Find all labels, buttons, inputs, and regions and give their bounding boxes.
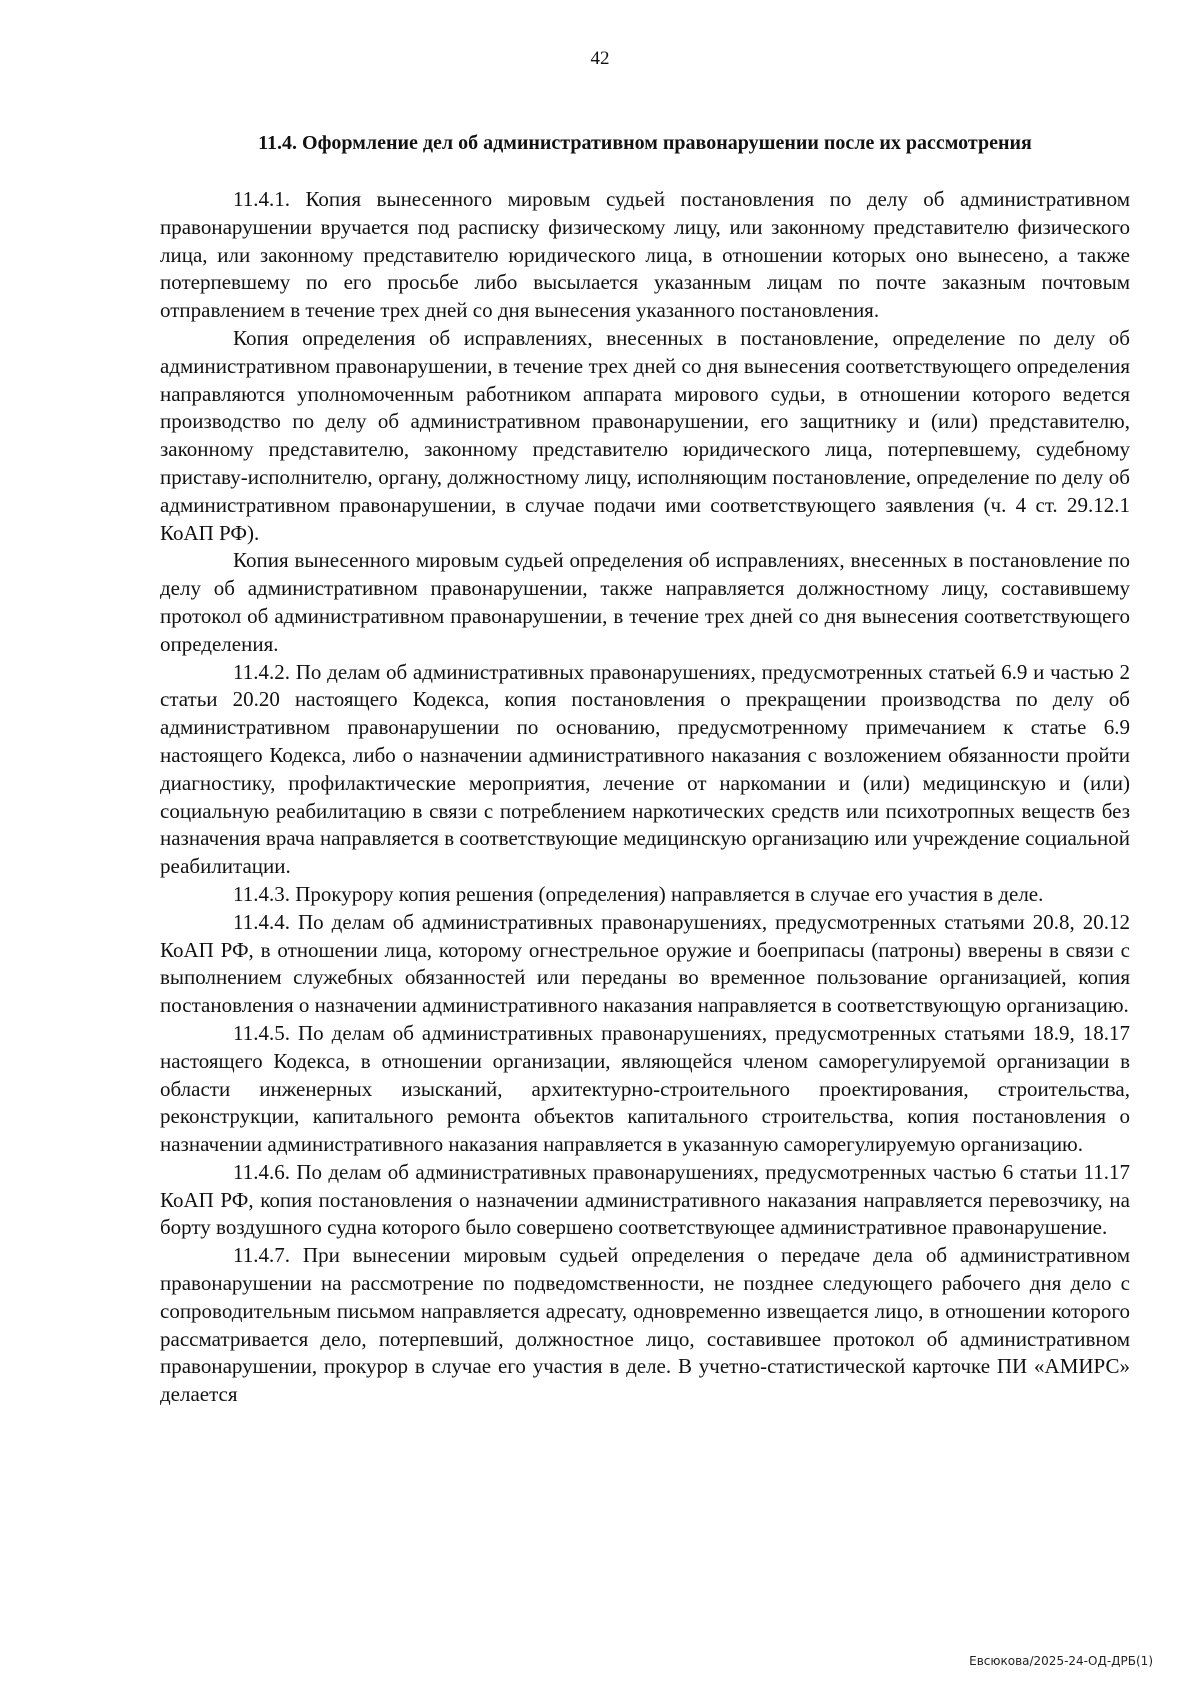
document-body — [160, 186, 1130, 1409]
paragraph-11-4-1: 11.4.1. Копия вынесенного мировым судьей постановления по делу об административном правонарушении вручается под расписку физическому лицу, или законному представителю физического лица, или законному представителю юридического лица, в отношении которых оно вынесено, а также потерпевшему по его просьбе либо высылается указанным лицам по почте заказным почтовым отправлением в течение трех дней со дня вынесения указанного постановления. — [160, 187, 1130, 323]
paragraph-11-4-4: 11.4.4. По делам об административных правонарушениях, предусмотренных статьями 20.8, 20.12 КоАП РФ, в отношении лица, которому огнестрельное оружие и боеприпасы (патроны) вверены в связи с выполнением служебных обязанностей или переданы во временное пользование организацией, копия постановления о назначении административного наказания направляется в соответствующую организацию. — [160, 909, 1130, 1018]
page-number: 42 — [590, 48, 610, 69]
paragraph-correction-copy: Копия определения об исправлениях, внесенных в постановление, определение по делу об административном правонарушении, в течение трех дней со дня вынесения соответствующего определения направляются уполномоченным работником аппарата мирового судьи, в отношении которого ведется производство по делу об административном правонарушении, его защитнику и (или) представителю, законному представителю, законному представителю юридического лица, потерпевшему, судебному приставу-исполнителю, органу, должностному лицу, исполняющим постановление, определение по делу об административном правонарушении, в случае подачи ими соответствующего заявления (ч. 4 ст. 29.12.1 КоАП РФ). — [160, 325, 1130, 545]
paragraph-11-4-2: 11.4.2. По делам об административных правонарушениях, предусмотренных статьей 6.9 и частью 2 статьи 20.20 настоящего Кодекса, копия постановления о прекращении производства по делу об административном правонарушении по основанию, предусмотренному примечанием к статье 6.9 настоящего Кодекса, либо о назначении административного наказания с возложением обязанности пройти диагностику, профилактические мероприятия, лечение от наркомании и (или) медицинскую и (или) социальную реабилитацию в связи с потреблением наркотических средств или психотропных веществ без назначения врача направляется в соответствующие медицинскую организацию или учреждение социальной реабилитации. — [160, 659, 1130, 879]
paragraph-11-4-3: 11.4.3. Прокурору копия решения (определения) направляется в случае его участия в деле. — [233, 881, 1044, 906]
paragraph-11-4-5: 11.4.5. По делам об административных правонарушениях, предусмотренных статьями 18.9, 18.17 настоящего Кодекса, в отношении организации, являющейся членом саморегулируемой организации в области инженерных изысканий, архитектурно-строительного проектирования, строительства, реконструкции, капитального ремонта объектов капитального строительства, копия постановления о назначении административного наказания направляется в указанную саморегулируемую организацию. — [160, 1020, 1130, 1157]
section-title: 11.4. Оформление дел об административном правонарушении после их рассмотрения — [258, 132, 1032, 154]
footer-stamp: Евсюкова/2025-24-ОД-ДРБ(1) — [969, 1654, 1153, 1668]
paragraph-correction-official: Копия вынесенного мировым судьей определения об исправлениях, внесенных в постановление по делу об административном правонарушении, также направляется должностному лицу, составившему протокол об административном правонарушении, в течение трех дней со дня вынесения соответствующего определения. — [160, 548, 1130, 656]
paragraph-11-4-7: 11.4.7. При вынесении мировым судьей определения о передаче дела об административном правонарушении на рассмотрение по подведомственности, не позднее следующего рабочего дня дело с сопроводительным письмом направляется адресату, одновременно извещается лицо, в отношении которого рассматривается дело, потерпевший, должностное лицо, составившее протокол об административном правонарушении, прокурор в случае его участия в деле. В учетно-статистической карточке ПИ «АМИРС» делается — [160, 1243, 1130, 1407]
paragraph-11-4-6: 11.4.6. По делам об административных правонарушениях, предусмотренных частью 6 статьи 11.17 КоАП РФ, копия постановления о назначении административного наказания направляется перевозчику, на борту воздушного судна которого было совершено соответствующее административное правонарушение. — [160, 1159, 1130, 1240]
